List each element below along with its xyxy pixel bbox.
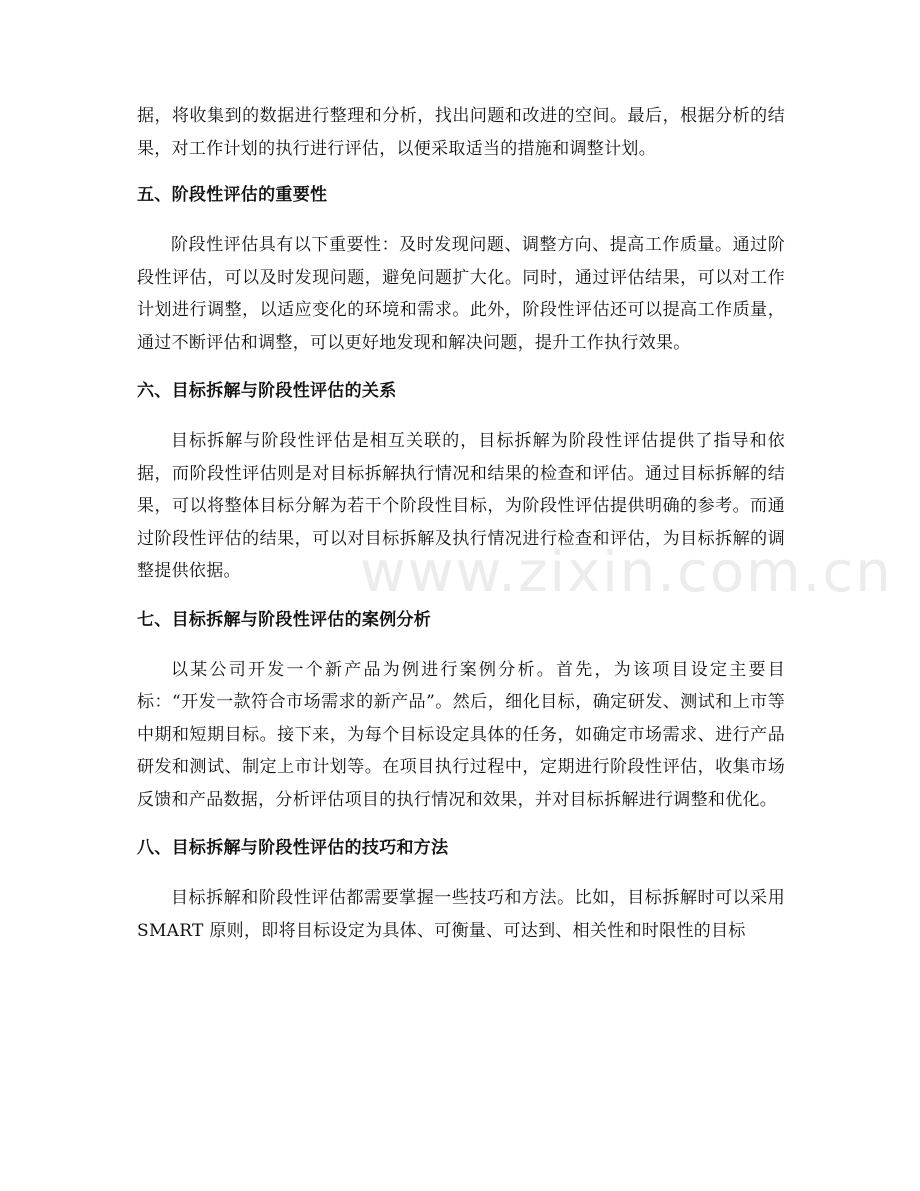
section-body-7: 以某公司开发一个新产品为例进行案例分析。首先，为该项目设定主要目标：“开发一款符合市场需求的新产品”。然后，细化目标，确定研发、测试和上市等中期和短期目标。接下来，为每个目标设定具体的任务，如确定市场需求、进行产品研发和测试、制定上市计划等。在项目执行过程中，定期进行阶段性评估，收集市场反馈和产品数据，分析评估项目的执行情况和效果，并对目标拆解进行调整和优化。 [137,659,785,810]
watermark: www.zixin.com.cn [360,540,893,605]
section-body-8: 目标拆解和阶段性评估都需要掌握一些技巧和方法。比如，目标拆解时可以采用 SMART 原则，即将目标设定为具体、可衡量、可达到、相关性和时限性的目标 [137,888,785,941]
intro-paragraph: 据，将收集到的数据进行整理和分析，找出问题和改进的空间。最后，根据分析的结果，对工作计划的执行进行评估，以便采取适当的措施和调整计划。 [137,106,785,159]
section-body-5: 阶段性评估具有以下重要性：及时发现问题、调整方向、提高工作质量。通过阶段性评估，可以及时发现问题，避免问题扩大化。同时，通过评估结果，可以对工作计划进行调整，以适应变化的环境和需求。此外，阶段性评估还可以提高工作质量，通过不断评估和调整，可以更好地发现和解决问题，提升工作执行效果。 [137,235,785,353]
section-body-6: 目标拆解与阶段性评估是相互关联的，目标拆解为阶段性评估提供了指导和依据，而阶段性评估则是对目标拆解执行情况和结果的检查和评估。通过目标拆解的结果，可以将整体目标分解为若干个阶段性目标，为阶段性评估提供明确的参考。而通过阶段性评估的结果，可以对目标拆解及执行情况进行检查和评估，为目标拆解的调整提供依据。 [137,431,785,581]
section-heading-6: 六、目标拆解与阶段性评估的关系 [137,381,397,401]
section-heading-5: 五、阶段性评估的重要性 [137,185,328,205]
section-heading-8: 八、目标拆解与阶段性评估的技巧和方法 [137,838,449,858]
document-content [137,100,785,963]
section-heading-7: 七、目标拆解与阶段性评估的案例分析 [137,609,432,630]
